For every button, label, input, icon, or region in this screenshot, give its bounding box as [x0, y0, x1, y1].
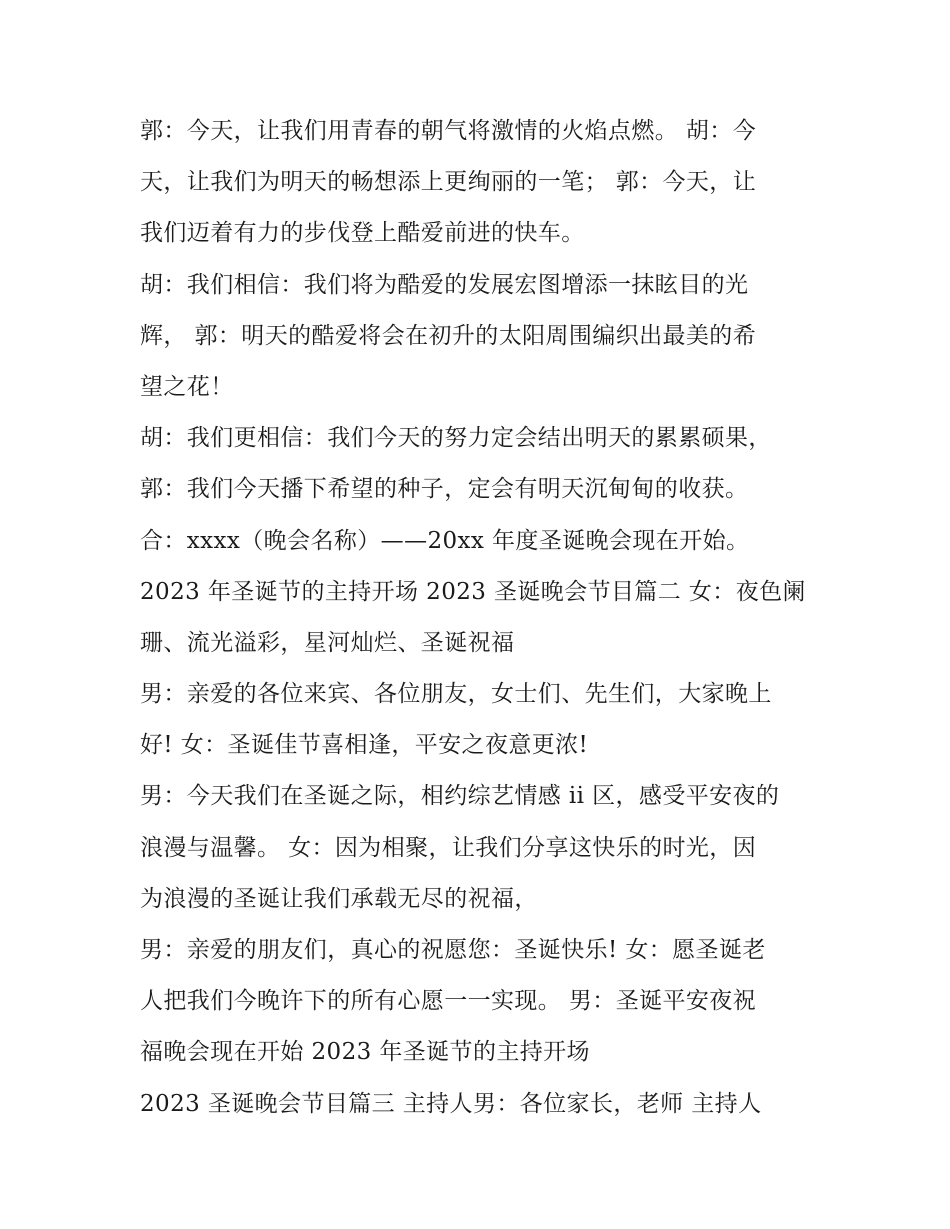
text-line: 好! 女：圣诞佳节喜相逢，平安之夜意更浓!: [140, 732, 589, 759]
paragraph: [140, 925, 820, 1079]
paragraph: [140, 413, 820, 515]
text-line: 郭：今天，让我们用青春的朝气将激情的火焰点燃。 胡：今: [140, 118, 757, 144]
text-line: 胡：我们更相信：我们今天的努力定会结出明天的累累硕果，: [140, 425, 772, 452]
paragraph: [140, 567, 820, 669]
paragraph: [140, 260, 820, 414]
paragraph: [140, 106, 820, 260]
text-line: 男：亲爱的各位来宾、各位朋友，女士们、先生们，大家晚上: [140, 681, 772, 708]
document-body: [140, 106, 820, 1130]
text-line: 浪漫与温馨。 女：因为相聚，让我们分享这快乐的时光，因: [140, 834, 757, 861]
text-line: 为浪漫的圣诞让我们承载无尽的祝福，: [140, 885, 538, 912]
text-line: 望之花！: [140, 373, 234, 400]
paragraph: [140, 669, 820, 771]
text-line: 辉， 郭：明天的酷爱将会在初升的太阳周围编织出最美的希: [140, 322, 757, 349]
text-line: 人把我们今晚许下的所有心愿一一实现。 男：圣诞平安夜祝: [140, 988, 757, 1015]
text-line: 2023 圣诞晚会节目篇三 主持人男：各位家长，老师 主持人: [140, 1090, 762, 1117]
text-line: 合：xxxx（晚会名称）——20xx 年度圣诞晚会现在开始。: [140, 527, 750, 554]
text-line: 男：今天我们在圣诞之际，相约综艺情感 ii 区，感受平安夜的: [140, 783, 780, 810]
text-line: 我们迈着有力的步伐登上酷爱前进的快车。: [140, 220, 585, 247]
paragraph: [140, 1079, 820, 1130]
text-line: 福晚会现在开始 2023 年圣诞节的主持开场: [140, 1039, 590, 1066]
text-line: 天，让我们为明天的畅想添上更绚丽的一笔； 郭：今天，让: [140, 169, 757, 196]
text-line: 男：亲爱的朋友们，真心的祝愿您：圣诞快乐! 女：愿圣诞老: [140, 937, 766, 963]
paragraph: [140, 771, 820, 925]
text-line: 2023 年圣诞节的主持开场 2023 圣诞晚会节目篇二 女：夜色阑: [140, 578, 806, 605]
paragraph: [140, 516, 820, 567]
text-line: 郭：我们今天播下希望的种子，定会有明天沉甸甸的收获。: [140, 476, 749, 503]
text-line: 胡：我们相信：我们将为酷爱的发展宏图增添一抹眩目的光: [140, 271, 749, 298]
text-line: 珊、流光溢彩，星河灿烂、圣诞祝福: [140, 629, 515, 656]
